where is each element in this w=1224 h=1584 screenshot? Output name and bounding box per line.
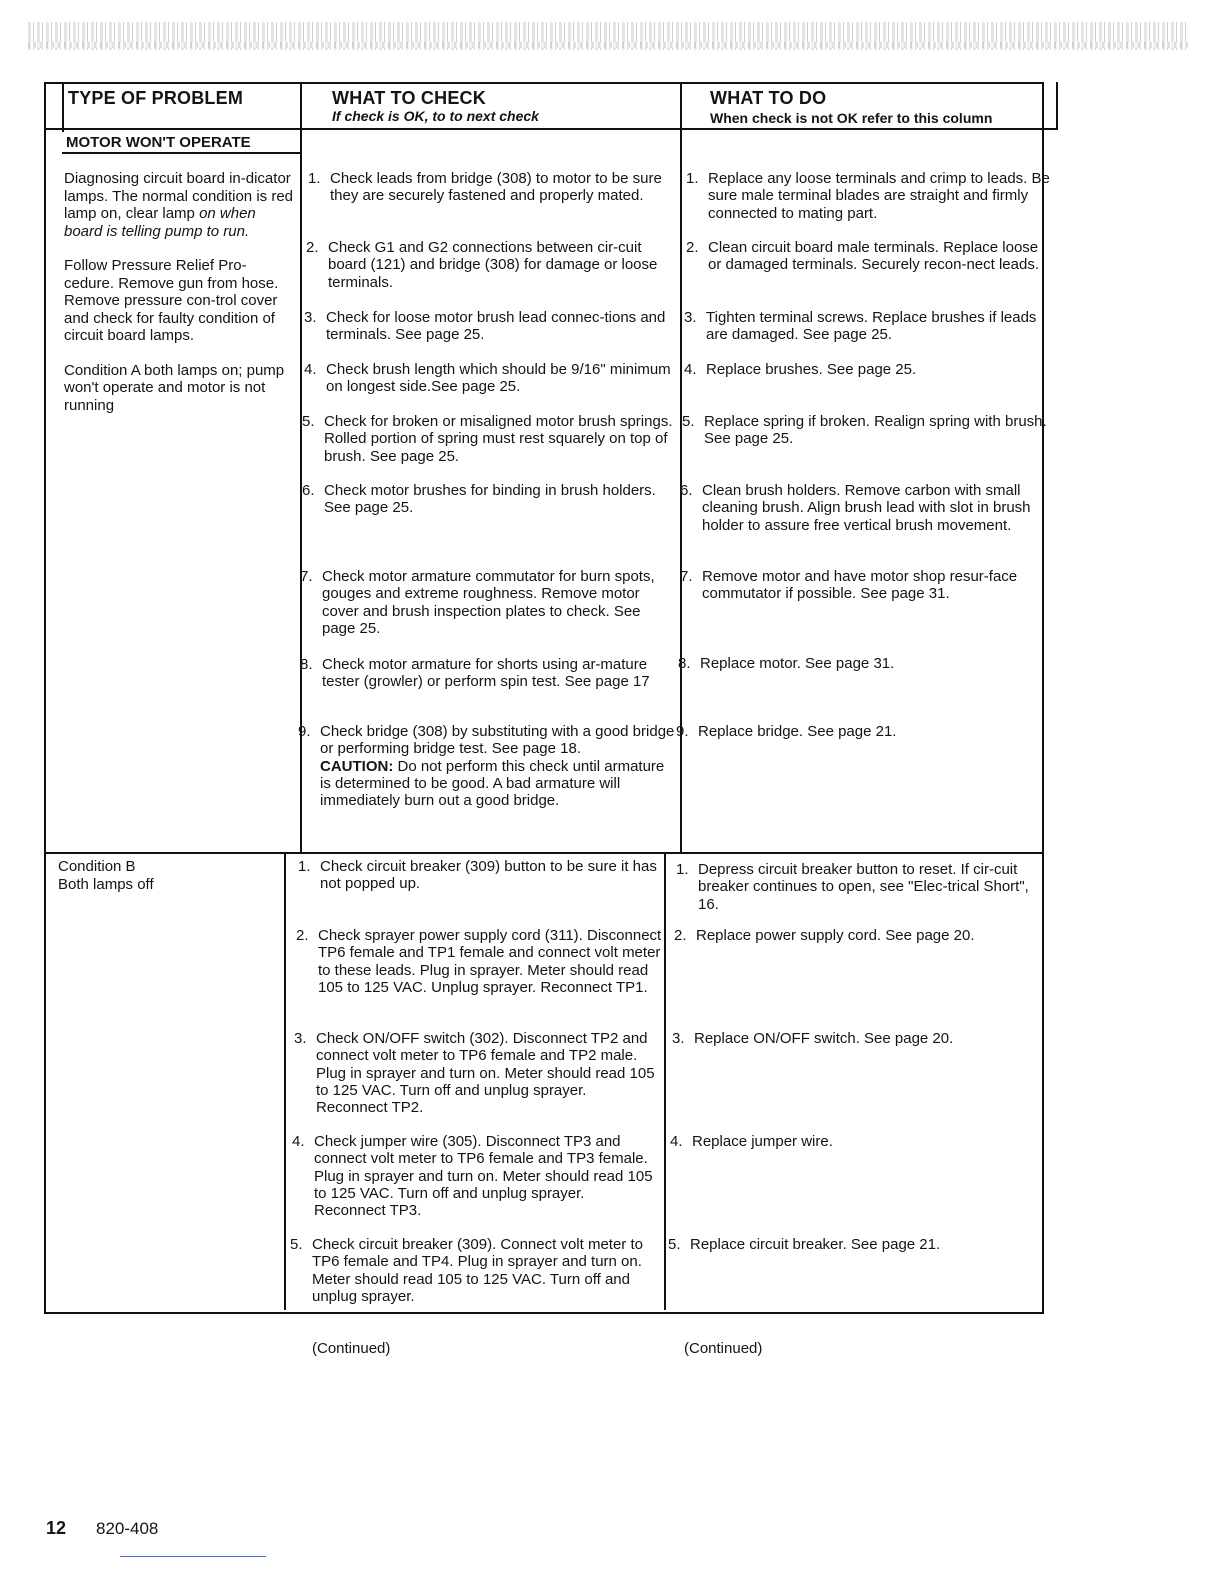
document-number: 820-408: [96, 1519, 159, 1538]
page-number: 12: [46, 1518, 67, 1538]
continued-left: (Continued): [312, 1340, 391, 1357]
col1-left-rule: [62, 82, 64, 132]
action-a-8: 8. Replace motor. See page 31.: [678, 655, 895, 672]
action-b-1: 1. Depress circuit breaker button to reset. If cir-cuit breaker continues to open, see "Elec-trical Short", 16.: [676, 861, 1029, 913]
section-title: MOTOR WON'T OPERATE: [66, 134, 251, 151]
check-a-9: 9. Check bridge (308) by substituting with a good bridge or performing bridge test. See page 18. CAUTION: Do not perform this check until armature is determined to be good. A bad armature will immediately burn out a good bridge.: [298, 723, 675, 810]
action-a-7: 7. Remove motor and have motor shop resur-face commutator if possible. See page 31.: [680, 568, 1018, 603]
check-a-3: 3. Check for loose motor brush lead connec-tions and terminals. See page 25.: [304, 309, 666, 344]
continued-right: (Continued): [684, 1340, 763, 1357]
condition-a-paragraph: Condition A both lamps on; pump won't operate and motor is not running: [64, 361, 285, 414]
condition-b-text: Condition B Both lamps off: [58, 858, 154, 893]
header-type-of-problem: TYPE OF PROBLEM: [68, 88, 244, 108]
header-bottom-rule: [44, 128, 1058, 130]
check-a-5: 5. Check for broken or misaligned motor brush springs. Rolled portion of spring must rest squarely on top of brush. See page 25.: [302, 413, 673, 465]
action-b-3: 3. Replace ON/OFF switch. See page 20.: [672, 1030, 954, 1047]
check-b-2: 2. Check sprayer power supply cord (311). Disconnect TP6 female and TP1 female and connect volt meter to these leads. Plug in sprayer. Meter should read 105 to 125 VAC. Unplug sprayer. Reconnect TP1.: [296, 927, 662, 996]
check-a-1: 1. Check leads from bridge (308) to motor to be sure they are securely fastened and properly mated.: [308, 170, 662, 205]
action-a-2: 2. Clean circuit board male terminals. Replace loose or damaged terminals. Securely recon-nect leads.: [686, 239, 1039, 274]
action-a-9: 9. Replace bridge. See page 21.: [676, 723, 897, 740]
pressure-relief-paragraph: Follow Pressure Relief Pro-cedure. Remove gun from hose. Remove pressure con-trol cover and check for faulty condition of circuit board lamps.: [64, 257, 279, 344]
caution-label: CAUTION:: [320, 757, 394, 775]
action-b-5: 5. Replace circuit breaker. See page 21.: [668, 1236, 941, 1253]
check-b-5: 5. Check circuit breaker (309). Connect volt meter to TP6 female and TP4. Plug in sprayer and turn on. Meter should read 105 to 125 VAC. Turn off and unplug sprayer.: [290, 1236, 643, 1305]
check-a-8: 8. Check motor armature for shorts using ar-mature tester (growler) or perform spin test. See page 17: [300, 656, 650, 691]
action-b-2: 2. Replace power supply cord. See page 20.: [674, 927, 975, 944]
col2-divider-lower: [664, 852, 666, 1310]
action-a-3: 3. Tighten terminal screws. Replace brushes if leads are damaged. See page 25.: [684, 309, 1037, 344]
check-b-4: 4. Check jumper wire (305). Disconnect TP3 and connect volt meter to TP6 female and TP3 female. Plug in sprayer and turn on. Meter should read 105 to 125 VAC. Turn off and unplug sprayer. Reconnect TP3.: [292, 1133, 653, 1220]
section-title-rule: [62, 152, 300, 154]
check-a-6: 6. Check motor brushes for binding in brush holders. See page 25.: [302, 482, 656, 517]
lamp-diagnosis-paragraph: Diagnosing circuit board in-dicator lamps. The normal condition is red lamp on, clear lamp on when board is telling pump to run.: [64, 170, 293, 240]
action-a-4: 4. Replace brushes. See page 25.: [684, 361, 917, 378]
header-what-to-do: WHAT TO DO: [710, 88, 827, 108]
scan-artifact-strip-lower: [28, 42, 1188, 48]
action-a-1: 1. Replace any loose terminals and crimp to leads. Be sure male terminal blades are straight and firmly connected to mating part.: [686, 170, 1050, 222]
col3-right-rule: [1056, 82, 1058, 130]
action-a-5: 5. Replace spring if broken. Realign spring with brush. See page 25.: [682, 413, 1047, 448]
header-what-to-check: WHAT TO CHECK: [332, 88, 486, 108]
check-a-2: 2. Check G1 and G2 connections between cir-cuit board (121) and bridge (308) for damage or loose terminals.: [306, 239, 658, 291]
condition-a-text: [64, 170, 296, 431]
col1-divider-lower: [284, 852, 286, 1310]
action-b-4: 4. Replace jumper wire.: [670, 1133, 833, 1150]
condition-b-rule: [44, 852, 1042, 854]
header-what-to-check-sub: If check is OK, to to next check: [332, 108, 539, 124]
check-a-4: 4. Check brush length which should be 9/16" minimum on longest side.See page 25.: [304, 361, 671, 396]
check-b-1: 1. Check circuit breaker (309) button to be sure it has not popped up.: [298, 858, 657, 893]
footer-underline: [120, 1556, 266, 1557]
check-a-7: 7. Check motor armature commutator for burn spots, gouges and extreme roughness. Remove motor cover and brush inspection plates to check. See page 25.: [300, 568, 655, 637]
header-what-to-do-sub: When check is not OK refer to this column: [710, 110, 993, 126]
check-b-3: 3. Check ON/OFF switch (302). Disconnect TP2 and connect volt meter to TP6 female and TP2 male. Plug in sprayer and turn on. Meter should read 105 to 125 VAC. Turn off and unplug sprayer. Reconnect TP2.: [294, 1030, 655, 1117]
action-a-6: 6. Clean brush holders. Remove carbon with small cleaning brush. Align brush lead with slot in brush holder to assure free vertical brush movement.: [680, 482, 1031, 534]
